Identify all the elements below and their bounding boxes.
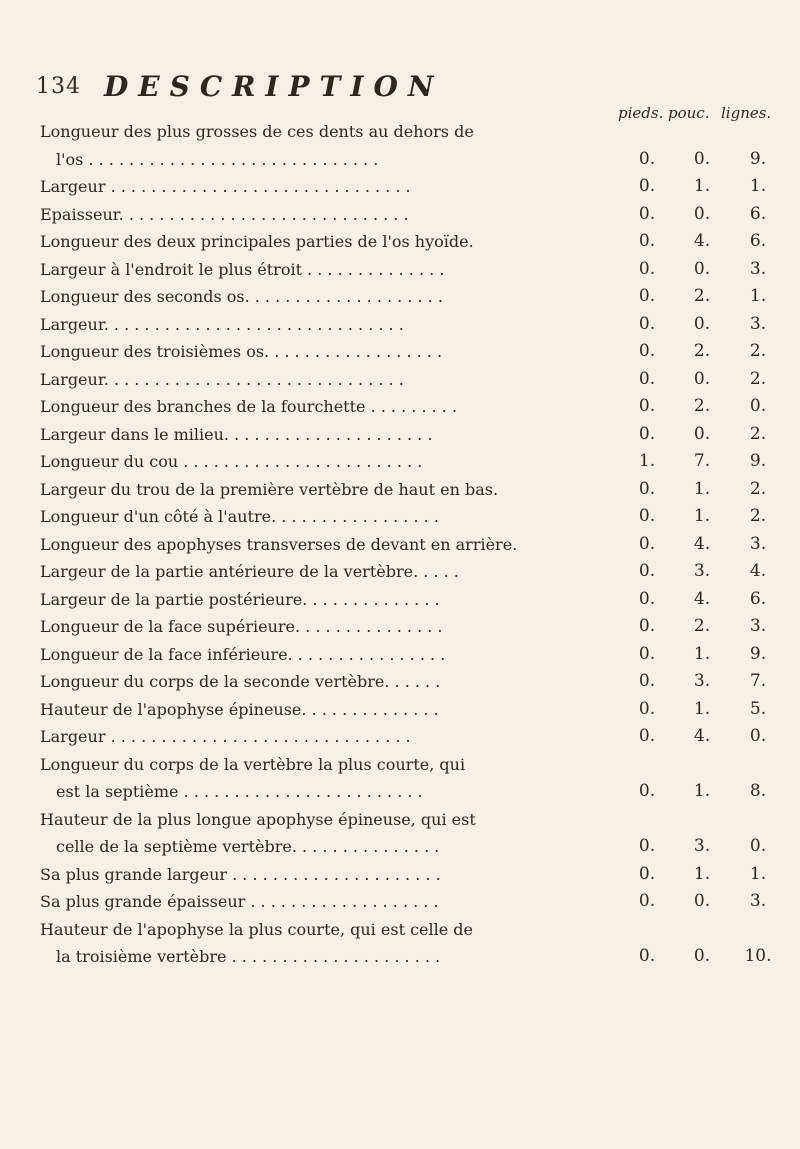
measurement-label bbox=[40, 393, 628, 421]
measurement-row bbox=[40, 751, 775, 806]
value-pouces: 1. bbox=[693, 781, 711, 801]
value-pieds: 0. bbox=[638, 423, 656, 444]
value-pouces: 2. bbox=[693, 396, 711, 416]
value-lignes: 0. bbox=[749, 726, 767, 746]
measurement-label-line: Sa plus grande épaisseur . . . . . . . . . . . . . . . . . . . bbox=[40, 892, 439, 911]
measurement-row bbox=[40, 421, 775, 449]
value-pieds: 0. bbox=[638, 368, 656, 389]
measurement-label-line: Longueur du corps de la seconde vertèbre. . . . . . bbox=[40, 672, 441, 691]
value-pouces: 0. bbox=[693, 148, 711, 169]
measurement-row bbox=[40, 228, 775, 256]
value-pouces: 0. bbox=[693, 313, 711, 334]
value-pieds: 0. bbox=[638, 313, 656, 334]
value-pieds: 0. bbox=[638, 396, 656, 416]
measurement-label-line: Sa plus grande largeur . . . . . . . . . . . . . . . . . . . . . bbox=[40, 864, 441, 884]
measurement-label bbox=[40, 503, 628, 531]
measurement-label bbox=[40, 888, 628, 916]
measurement-label bbox=[40, 806, 628, 861]
value-lignes: 6. bbox=[749, 588, 767, 609]
value-lignes: 4. bbox=[749, 561, 767, 581]
value-pouces: 4. bbox=[693, 231, 711, 251]
measurement-row bbox=[40, 558, 775, 586]
measurement-row bbox=[40, 173, 775, 201]
value-lignes: 0. bbox=[749, 396, 767, 416]
measurement-label bbox=[40, 311, 628, 339]
value-pouces: 1. bbox=[693, 643, 711, 664]
value-pieds: 0. bbox=[638, 643, 656, 664]
value-pieds: 0. bbox=[638, 671, 656, 691]
value-pouces: 0. bbox=[693, 368, 711, 389]
value-pieds: 0. bbox=[638, 561, 656, 581]
value-pouces: 4. bbox=[693, 588, 711, 609]
measurement-row bbox=[40, 531, 775, 559]
measurement-label-line: Largeur de la partie postérieure. . . . . . . . . . . . . . bbox=[40, 589, 440, 609]
value-lignes: 8. bbox=[749, 781, 767, 801]
value-pouces: 7. bbox=[693, 451, 711, 471]
value-pouces: 3. bbox=[693, 561, 711, 581]
measurement-label-line: Longueur de la face supérieure. . . . . . . . . . . . . . . bbox=[40, 617, 443, 636]
measurement-label-line: Hauteur de la plus longue apophyse épineuse, qui est bbox=[40, 809, 476, 829]
value-lignes: 10. bbox=[744, 946, 772, 966]
value-lignes: 1. bbox=[749, 286, 767, 306]
value-pieds: 0. bbox=[638, 726, 656, 746]
value-pieds: 0. bbox=[638, 946, 656, 966]
value-lignes: 3. bbox=[749, 313, 767, 334]
measurement-row bbox=[40, 338, 775, 366]
value-lignes: 6. bbox=[749, 203, 767, 224]
measurement-label bbox=[40, 283, 628, 311]
measurement-label-line: Longueur des apophyses transverses de devant en arrière. bbox=[40, 534, 518, 554]
value-lignes: 3. bbox=[749, 258, 767, 279]
value-pouces: 1. bbox=[693, 863, 711, 884]
value-pieds: 0. bbox=[638, 286, 656, 306]
measurement-label-continuation: est la septième . . . . . . . . . . . . . . . . . . . . . . . . bbox=[56, 782, 423, 801]
measurement-label bbox=[40, 201, 628, 229]
measurement-label bbox=[40, 696, 628, 724]
value-pouces: 2. bbox=[693, 616, 711, 636]
value-pouces: 2. bbox=[693, 286, 711, 306]
measurement-label bbox=[40, 228, 628, 256]
measurement-label bbox=[40, 448, 628, 476]
measurement-row bbox=[40, 118, 775, 173]
measurement-label-line: Longueur des plus grosses de ces dents au dehors de bbox=[40, 122, 474, 141]
measurement-label bbox=[40, 476, 628, 504]
measurement-label-line: Longueur des seconds os. . . . . . . . . . . . . . . . . . . . bbox=[40, 287, 443, 306]
measurement-row bbox=[40, 723, 775, 751]
value-lignes: 9. bbox=[749, 451, 767, 471]
value-pouces: 1. bbox=[693, 176, 711, 196]
value-pieds: 0. bbox=[638, 258, 656, 279]
value-lignes: 9. bbox=[749, 643, 767, 664]
value-lignes: 1. bbox=[749, 863, 767, 884]
measurement-label bbox=[40, 916, 628, 971]
measurement-table bbox=[40, 118, 775, 971]
value-lignes: 2. bbox=[749, 423, 767, 444]
measurement-row bbox=[40, 448, 775, 476]
value-pieds: 0. bbox=[638, 341, 656, 361]
measurement-label-line: Hauteur de l'apophyse épineuse. . . . . . . . . . . . . . bbox=[40, 699, 439, 719]
measurement-label-line: Longueur de la face inférieure. . . . . . . . . . . . . . . . bbox=[40, 644, 446, 664]
measurement-label-line: Largeur de la partie antérieure de la vertèbre. . . . . bbox=[40, 562, 459, 581]
measurement-label bbox=[40, 613, 628, 641]
measurement-label bbox=[40, 668, 628, 696]
measurement-label-line: Longueur des branches de la fourchette . . . . . . . . . bbox=[40, 397, 458, 416]
value-pouces: 1. bbox=[693, 698, 711, 719]
measurement-label-line: Largeur à l'endroit le plus étroit . . . . . . . . . . . . . . bbox=[40, 259, 445, 279]
column-header-pouces: pouc. bbox=[668, 104, 710, 122]
column-header-lignes: lignes. bbox=[721, 104, 772, 122]
value-pieds: 0. bbox=[638, 506, 656, 526]
measurement-label-line: Epaisseur. . . . . . . . . . . . . . . . . . . . . . . . . . . . . bbox=[40, 204, 409, 224]
value-lignes: 2. bbox=[749, 368, 767, 389]
measurement-row bbox=[40, 888, 775, 916]
measurement-label bbox=[40, 586, 628, 614]
measurement-label bbox=[40, 256, 628, 284]
measurement-label-continuation: celle de la septième vertèbre. . . . . . . . . . . . . . . bbox=[56, 837, 440, 856]
measurement-label bbox=[40, 558, 628, 586]
value-pouces: 0. bbox=[693, 258, 711, 279]
measurement-label bbox=[40, 421, 628, 449]
value-pouces: 1. bbox=[693, 478, 711, 499]
measurement-label-line: Largeur. . . . . . . . . . . . . . . . . . . . . . . . . . . . . . bbox=[40, 314, 404, 334]
measurement-label-line: Largeur du trou de la première vertèbre de haut en bas. bbox=[40, 479, 499, 499]
measurement-label bbox=[40, 531, 628, 559]
value-lignes: 0. bbox=[749, 836, 767, 856]
value-pieds: 0. bbox=[638, 231, 656, 251]
measurement-label-continuation: la troisième vertèbre . . . . . . . . . . . . . . . . . . . . . bbox=[56, 947, 441, 966]
value-lignes: 3. bbox=[749, 891, 767, 911]
value-pieds: 0. bbox=[638, 588, 656, 609]
measurement-label bbox=[40, 723, 628, 751]
value-pieds: 0. bbox=[638, 863, 656, 884]
measurement-label-line: Largeur . . . . . . . . . . . . . . . . . . . . . . . . . . . . . . bbox=[40, 727, 411, 746]
measurement-row bbox=[40, 256, 775, 284]
measurement-row bbox=[40, 586, 775, 614]
value-pieds: 0. bbox=[638, 891, 656, 911]
measurement-label bbox=[40, 861, 628, 889]
value-pouces: 0. bbox=[693, 891, 711, 911]
measurement-row bbox=[40, 283, 775, 311]
value-lignes: 1. bbox=[749, 176, 767, 196]
value-pouces: 3. bbox=[693, 671, 711, 691]
value-pieds: 1. bbox=[638, 451, 656, 471]
value-pouces: 4. bbox=[693, 533, 711, 554]
measurement-label-line: Largeur . . . . . . . . . . . . . . . . . . . . . . . . . . . . . . bbox=[40, 177, 411, 196]
measurement-row bbox=[40, 311, 775, 339]
value-pouces: 3. bbox=[693, 836, 711, 856]
measurement-label bbox=[40, 173, 628, 201]
measurement-row bbox=[40, 861, 775, 889]
page-header bbox=[36, 72, 776, 108]
running-title: DESCRIPTION bbox=[104, 70, 444, 103]
value-lignes: 5. bbox=[749, 698, 767, 719]
measurement-row bbox=[40, 201, 775, 229]
value-pieds: 0. bbox=[638, 533, 656, 554]
column-header-pieds: pieds. bbox=[618, 104, 664, 122]
measurement-label-line: Longueur du cou . . . . . . . . . . . . . . . . . . . . . . . . bbox=[40, 452, 423, 471]
value-lignes: 3. bbox=[749, 616, 767, 636]
measurement-label-line: Largeur dans le milieu. . . . . . . . . . . . . . . . . . . . . bbox=[40, 424, 433, 444]
measurement-row bbox=[40, 916, 775, 971]
measurement-row bbox=[40, 476, 775, 504]
measurement-row bbox=[40, 806, 775, 861]
value-lignes: 9. bbox=[749, 148, 767, 169]
value-lignes: 2. bbox=[749, 478, 767, 499]
measurement-label bbox=[40, 118, 628, 173]
measurement-row bbox=[40, 503, 775, 531]
measurement-row bbox=[40, 668, 775, 696]
measurement-label bbox=[40, 641, 628, 669]
measurement-label-continuation: l'os . . . . . . . . . . . . . . . . . . . . . . . . . . . . . bbox=[56, 149, 379, 169]
measurement-label-line: Longueur des deux principales parties de l'os hyoïde. bbox=[40, 232, 474, 251]
value-pouces: 0. bbox=[693, 946, 711, 966]
value-pouces: 0. bbox=[693, 423, 711, 444]
value-lignes: 2. bbox=[749, 506, 767, 526]
value-pouces: 4. bbox=[693, 726, 711, 746]
measurement-row bbox=[40, 393, 775, 421]
measurement-label-line: Longueur d'un côté à l'autre. . . . . . . . . . . . . . . . . bbox=[40, 507, 439, 526]
measurement-label-line: Longueur des troisièmes os. . . . . . . . . . . . . . . . . . bbox=[40, 342, 443, 361]
value-pieds: 0. bbox=[638, 478, 656, 499]
measurement-label-line: Hauteur de l'apophyse la plus courte, qui est celle de bbox=[40, 919, 474, 939]
measurement-row bbox=[40, 641, 775, 669]
value-pieds: 0. bbox=[638, 148, 656, 169]
value-pieds: 0. bbox=[638, 203, 656, 224]
measurement-label bbox=[40, 366, 628, 394]
measurement-row bbox=[40, 696, 775, 724]
value-lignes: 2. bbox=[749, 341, 767, 361]
value-pieds: 0. bbox=[638, 176, 656, 196]
value-pouces: 2. bbox=[693, 341, 711, 361]
measurement-label bbox=[40, 338, 628, 366]
measurement-label bbox=[40, 751, 628, 806]
value-pieds: 0. bbox=[638, 781, 656, 801]
value-lignes: 3. bbox=[749, 533, 767, 554]
value-pieds: 0. bbox=[638, 836, 656, 856]
measurement-row bbox=[40, 366, 775, 394]
value-pouces: 0. bbox=[693, 203, 711, 224]
measurement-label-line: Largeur. . . . . . . . . . . . . . . . . . . . . . . . . . . . . . bbox=[40, 369, 404, 389]
value-pieds: 0. bbox=[638, 698, 656, 719]
value-lignes: 7. bbox=[749, 671, 767, 691]
page-number: 134 bbox=[36, 74, 81, 99]
value-pieds: 0. bbox=[638, 616, 656, 636]
measurement-label-line: Longueur du corps de la vertèbre la plus courte, qui bbox=[40, 754, 466, 774]
measurement-row bbox=[40, 613, 775, 641]
value-pouces: 1. bbox=[693, 506, 711, 526]
value-lignes: 6. bbox=[749, 231, 767, 251]
